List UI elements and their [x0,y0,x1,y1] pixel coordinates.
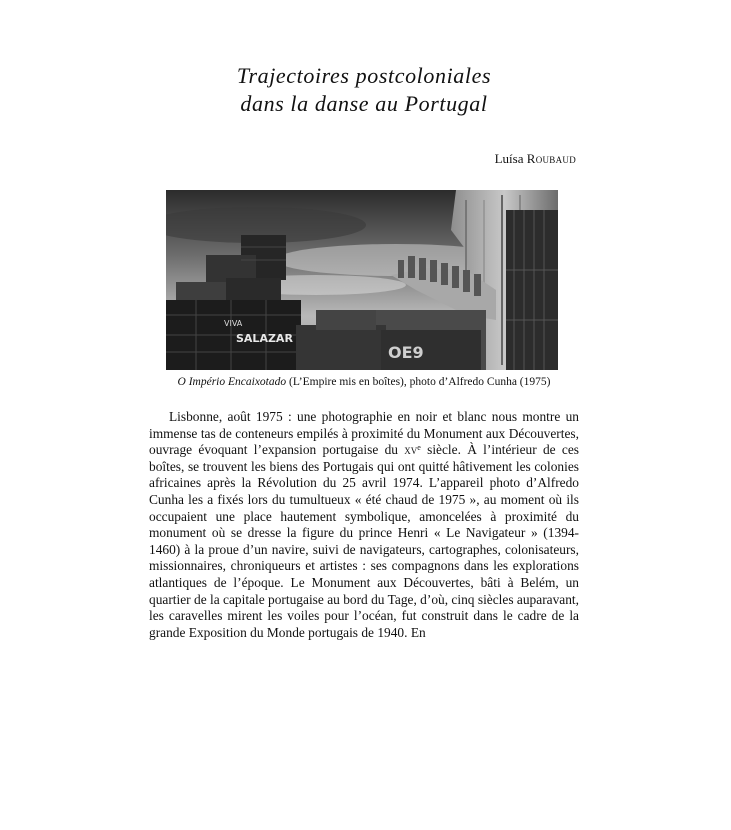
graffiti-salazar: SALAZAR [236,332,293,345]
author-first-name: Luísa [494,151,524,166]
century-superscript: e [417,443,421,453]
century-numeral: xv [404,442,418,458]
article-title [150,62,578,118]
author-last-name: Roubaud [526,151,576,166]
photo-illustration [166,190,558,370]
caption-details: (L’Empire mis en boîtes), photo d’Alfredo Cunha (1975) [286,376,551,388]
paragraph-part-2: siècle. À l’intérieur de ces boîtes, se trouvent les biens des Portugais qui ont quitté hâtivement les colonies africaines après la Révolution du 25 avril 1974. L’appareil photo d’Alfredo Cunha les a fixés lors du tumultueux « été chaud de 1975 », au moment où ils occupaient une place hautement symbolique, amoncelées à proximité du monument où se dresse la figure du prince Henri « Le Navigateur » (1394-1460) à la proue d’un navire, suivi de navigateurs, cartographes, colonisateurs, missionnaires, chroniqueurs et artistes : ses compagnons dans les explorations atlantiques de l’époque. Le Monument aux Découvertes, bâti à Belém, un quartier de la capitale portugaise au bord du Tage, d’où, cinq siècles auparavant, les caravelles mirent les voiles pour l’océan, fut construit dans le cadre de la grande Exposition du Monde portugais de 1940. En [149,442,580,640]
graffiti-viva: VIVA [224,319,243,328]
historical-photo [166,190,558,370]
title-line-1: Trajectoires postcoloniales [236,63,492,88]
title-line-2: dans la danse au Portugal [240,91,488,116]
caption-title: O Império Encaixotado [177,376,287,388]
author-name [495,151,576,167]
crate-marking: OE9 [388,343,424,362]
body-paragraph [149,409,579,641]
photo-caption [150,376,578,388]
paragraph-part-1: Lisbonne, août 1975 : une photographie en noir et blanc nous montre un immense tas de conteneurs empilés à proximité du Monument aux Découvertes, ouvrage évoquant l’expansion portugaise du [149,409,579,458]
